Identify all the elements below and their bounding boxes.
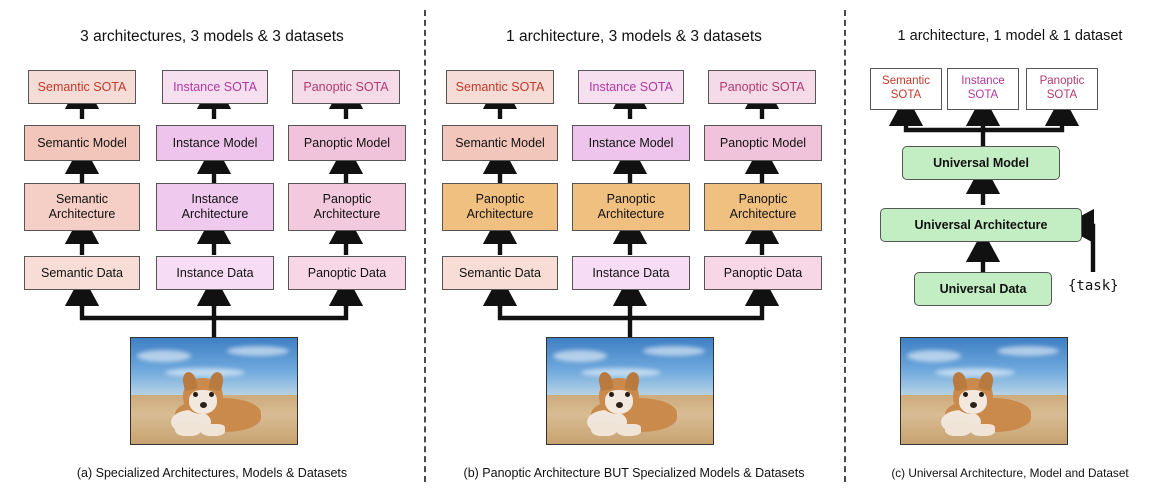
sota-line2: SOTA [1046,89,1078,101]
node-semantic-model-b[interactable]: Semantic Model [442,125,558,161]
node-universal-model[interactable]: Universal Model [902,146,1060,180]
node-arch-line2: Architecture [181,207,249,221]
node-arch-line2: Architecture [729,207,797,221]
node-semantic-data-b[interactable]: Semantic Data [442,256,558,290]
sota-line1: Semantic [882,75,930,88]
node-panoptic-sota-c[interactable] [1026,68,1098,110]
panel-c-caption: (c) Universal Architecture, Model and Dataset [891,466,1129,480]
node-panoptic-architecture-b3[interactable] [704,183,822,231]
panel-b-title: 1 architecture, 3 models & 3 datasets [506,28,762,45]
node-panoptic-architecture-b1[interactable] [442,183,558,231]
node-arch-line1: Panoptic [606,192,656,206]
node-semantic-model-a[interactable]: Semantic Model [24,125,140,161]
node-panoptic-data-b[interactable]: Panoptic Data [704,256,822,290]
input-image-a [130,337,298,445]
task-token-label: {task} [1068,278,1119,294]
node-arch-line2: Architecture [466,207,534,221]
node-arch-line1: Panoptic [738,192,788,206]
panel-c [844,0,1176,492]
input-image-c [900,337,1068,445]
node-panoptic-architecture-a[interactable] [288,183,406,231]
node-instance-architecture-a[interactable] [156,183,274,231]
node-arch-line2: Architecture [597,207,665,221]
node-semantic-architecture-a[interactable] [24,183,140,231]
node-arch-line1: Instance [191,192,239,206]
node-instance-model-a[interactable]: Instance Model [156,125,274,161]
panel-b-caption: (b) Panoptic Architecture BUT Specialized Models & Datasets [463,466,805,480]
node-semantic-data-a[interactable]: Semantic Data [24,256,140,290]
node-instance-sota-c[interactable] [947,68,1019,110]
sota-line2: SOTA [967,89,999,101]
node-arch-line2: Architecture [48,207,116,221]
node-panoptic-architecture-b2[interactable] [572,183,690,231]
panel-a-caption: (a) Specialized Architectures, Models & Datasets [76,466,348,480]
node-semantic-sota-b[interactable]: Semantic SOTA [446,70,554,104]
node-semantic-sota-c[interactable] [870,68,942,110]
node-panoptic-sota-a[interactable]: Panoptic SOTA [292,70,400,104]
node-panoptic-sota-b[interactable]: Panoptic SOTA [708,70,816,104]
node-instance-sota-a[interactable]: Instance SOTA [162,70,268,104]
node-instance-data-a[interactable]: Instance Data [156,256,274,290]
node-instance-sota-b[interactable]: Instance SOTA [578,70,684,104]
node-arch-line1: Semantic [55,192,109,206]
node-universal-architecture[interactable]: Universal Architecture [880,208,1082,242]
panel-a-title: 3 architectures, 3 models & 3 datasets [80,28,344,45]
node-arch-line2: Architecture [313,207,381,221]
panel-b [424,0,844,492]
node-instance-data-b[interactable]: Instance Data [572,256,690,290]
node-arch-line1: Panoptic [475,192,525,206]
panel-a [0,0,424,492]
input-image-b [546,337,714,445]
node-universal-data[interactable]: Universal Data [914,272,1052,306]
node-semantic-sota-a[interactable]: Semantic SOTA [28,70,136,104]
node-panoptic-data-a[interactable]: Panoptic Data [288,256,406,290]
sota-line1: Instance [961,75,1005,88]
sota-line1: Panoptic [1039,75,1085,88]
node-panoptic-model-b[interactable]: Panoptic Model [704,125,822,161]
panel-c-title: 1 architecture, 1 model & 1 dataset [897,28,1123,44]
node-instance-model-b[interactable]: Instance Model [572,125,690,161]
node-arch-line1: Panoptic [322,192,372,206]
node-panoptic-model-a[interactable]: Panoptic Model [288,125,406,161]
sota-line2: SOTA [890,89,922,101]
